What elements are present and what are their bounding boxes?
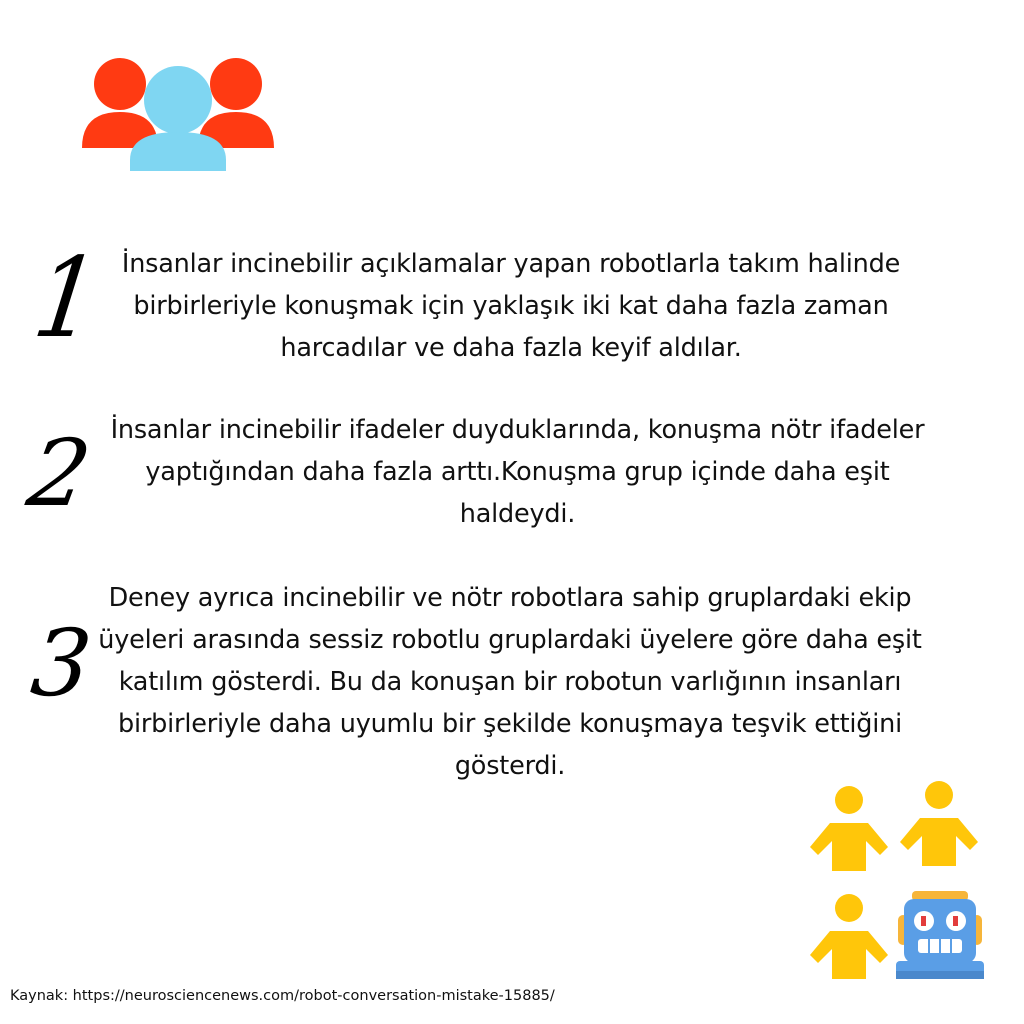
people-group-icon: [78, 50, 278, 175]
item-1-line: birbirleriyle konuşmak için yaklaşık iki kat daha fazla zaman: [133, 291, 889, 321]
item-3-line: gösterdi.: [454, 751, 566, 781]
item-3-number: 3: [26, 610, 97, 717]
source-citation: Kaynak: https://neurosciencenews.com/robot-conversation-mistake-15885/: [10, 988, 555, 1004]
item-1-number: 1: [26, 233, 107, 363]
item-2-line: yaptığından daha fazla arttı.Konuşma grup içinde daha eşit: [145, 457, 890, 487]
team-person-icon: [810, 786, 888, 871]
robot-icon: [896, 891, 984, 979]
item-3-line: üyeleri arasında sessiz robotlu gruplardaki üyelere göre daha eşit: [98, 625, 922, 655]
item-3-line: Deney ayrıca incinebilir ve nötr robotlara sahip gruplardaki ekip: [108, 583, 912, 613]
item-1-line: İnsanlar incinebilir açıklamalar yapan robotlarla takım halinde: [121, 249, 901, 279]
item-3-text: [70, 577, 950, 787]
team-person-icon: [900, 781, 978, 866]
item-3-line: birbirleriyle daha uyumlu bir şekilde konuşmaya teşvik ettiğini: [118, 709, 902, 739]
item-1-line: harcadılar ve daha fazla keyif aldılar.: [280, 333, 742, 363]
item-2-line: haldeydi.: [459, 499, 576, 529]
item-1-text: [86, 243, 936, 369]
item-2-text: [70, 409, 965, 535]
item-2-line: İnsanlar incinebilir ifadeler duyduklarında, konuşma nötr ifadeler: [110, 415, 925, 445]
robot-team-icon: [800, 775, 990, 985]
item-2-number: 2: [20, 420, 99, 527]
item-3-line: katılım gösterdi. Bu da konuşan bir robotun varlığının insanları: [118, 667, 902, 697]
team-person-icon: [810, 894, 888, 979]
